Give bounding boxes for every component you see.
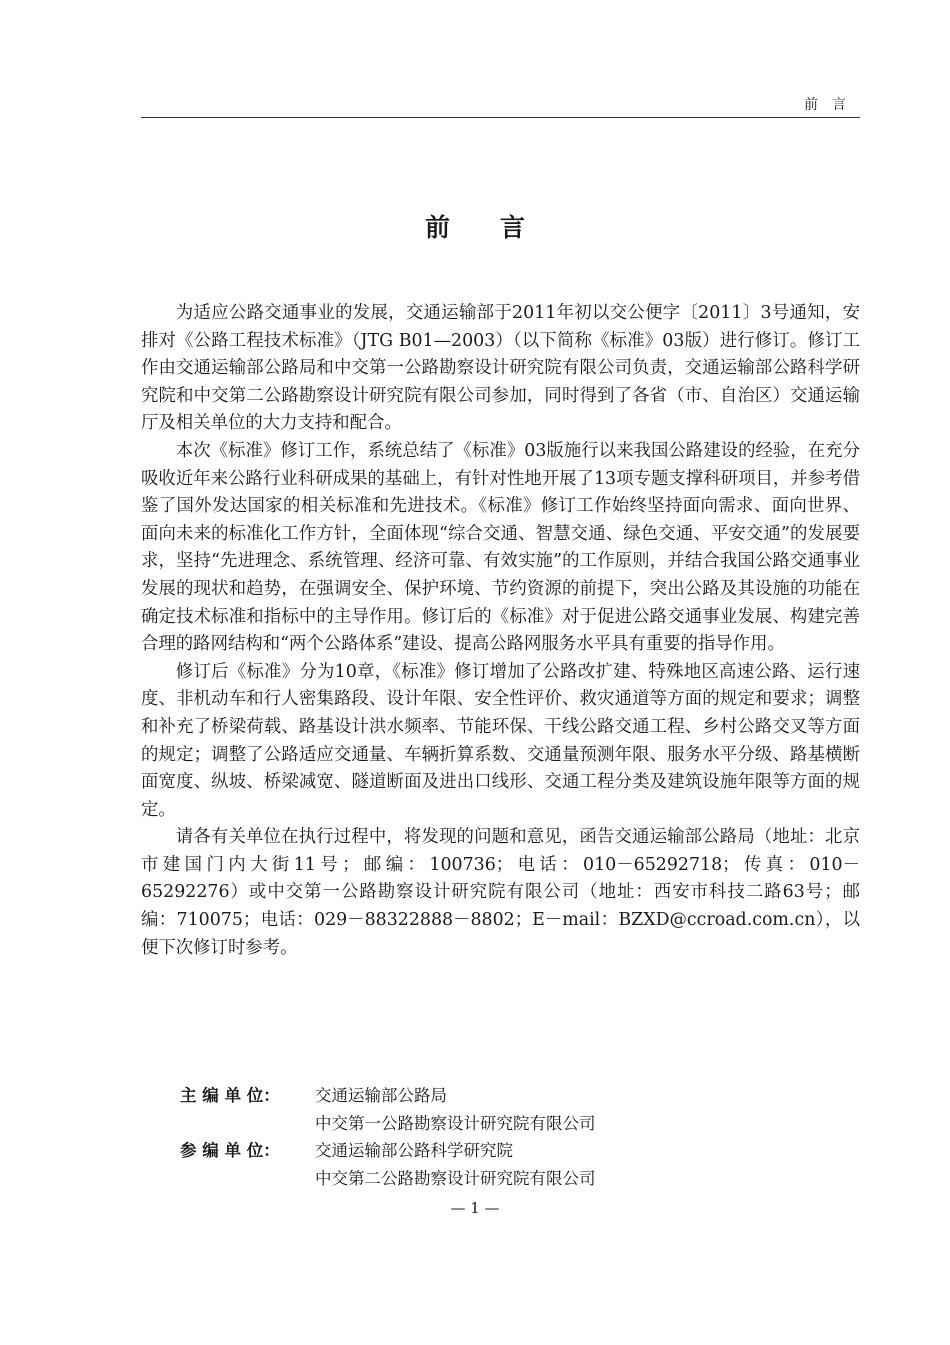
chief-editor-unit: 交通运输部公路局 [315,1086,447,1105]
participant-editor-unit: 交通运输部公路科学研究院 [315,1141,513,1161]
credits-block [180,1082,596,1192]
participant-editor-row [180,1137,596,1165]
chief-editor-row [180,1110,596,1138]
chief-editor-label: 主 编 单 位： [180,1086,280,1105]
running-header: 前言 [804,97,860,113]
paragraph-3: 修订后《标准》分为10章，《标准》修订增加了公路改扩建、特殊地区高速公路、运行速度、非机动车和行人密集路段、设计年限、安全性评价、救灾通道等方面的规定和要求；调整和补充了桥梁荷载、路基设计洪水频率、节能环保、干线公路交通工程、乡村公路交叉等方面的规定；调整了公路适应交通量、车辆折算系数、交通量预测年限、服务水平分级、路基横断面宽度、纵坡、桥梁减宽、隧道断面及进出口线形、交通工程分类及建筑设施年限等方面的规定。 [141,661,860,820]
page-number: — 1 — [450,1199,500,1217]
participant-editor-unit: 中交第二公路勘察设计研究院有限公司 [315,1168,596,1188]
header-rule [141,117,860,118]
chief-editor-row [180,1082,596,1110]
paragraph-4: 请各有关单位在执行过程中，将发现的问题和意见，函告交通运输部公路局（地址：北京市建国门内大街11号；邮编：100736；电话：010－65292718；传真：010－65292276）或中交第一公路勘察设计研究院有限公司（地址：西安市科技二路63号；邮编：710075；电话：029－88322888－8802；E－mail：BZXD@ccroad.com.cn），以便下次修订时参考。 [141,827,860,958]
participant-editor-label: 参 编 单 位： [180,1141,280,1161]
page-title: 前言 [424,213,575,242]
body-text [141,300,860,962]
paragraph-1: 为适应公路交通事业的发展，交通运输部于2011年初以交公便字〔2011〕3号通知，安排对《公路工程技术标准》（JTG B01—2003）（以下简称《标准》03版）进行修订。修订工作由交通运输部公路局和中交第一公路勘察设计研究院有限公司负责，交通运输部公路科学研究院和中交第二公路勘察设计研究院有限公司参加，同时得到了各省（市、自治区）交通运输厅及相关单位的大力支持和配合。 [141,303,860,434]
chief-editor-unit: 中交第一公路勘察设计研究院有限公司 [315,1113,596,1133]
participant-editor-row [180,1165,596,1193]
paragraph-2: 本次《标准》修订工作，系统总结了《标准》03版施行以来我国公路建设的经验，在充分吸收近年来公路行业科研成果的基础上，有针对性地开展了13项专题支撑科研项目，并参考借鉴了国外发达国家的相关标准和先进技术。《标准》修订工作始终坚持面向需求、面向世界、面向未来的标准化工作方针，全面体现“综合交通、智慧交通、绿色交通、平安交通”的发展要求，坚持“先进理念、系统管理、经济可靠、有效实施”的工作原则，并结合我国公路交通事业发展的现状和趋势，在强调安全、保护环境、节约资源的前提下，突出公路及其设施的功能在确定技术标准和指标中的主导作用。修订后的《标准》对于促进公路交通事业发展、构建完善合理的路网结构和“两个公路体系”建设、提高公路网服务水平具有重要的指导作用。 [141,440,860,655]
